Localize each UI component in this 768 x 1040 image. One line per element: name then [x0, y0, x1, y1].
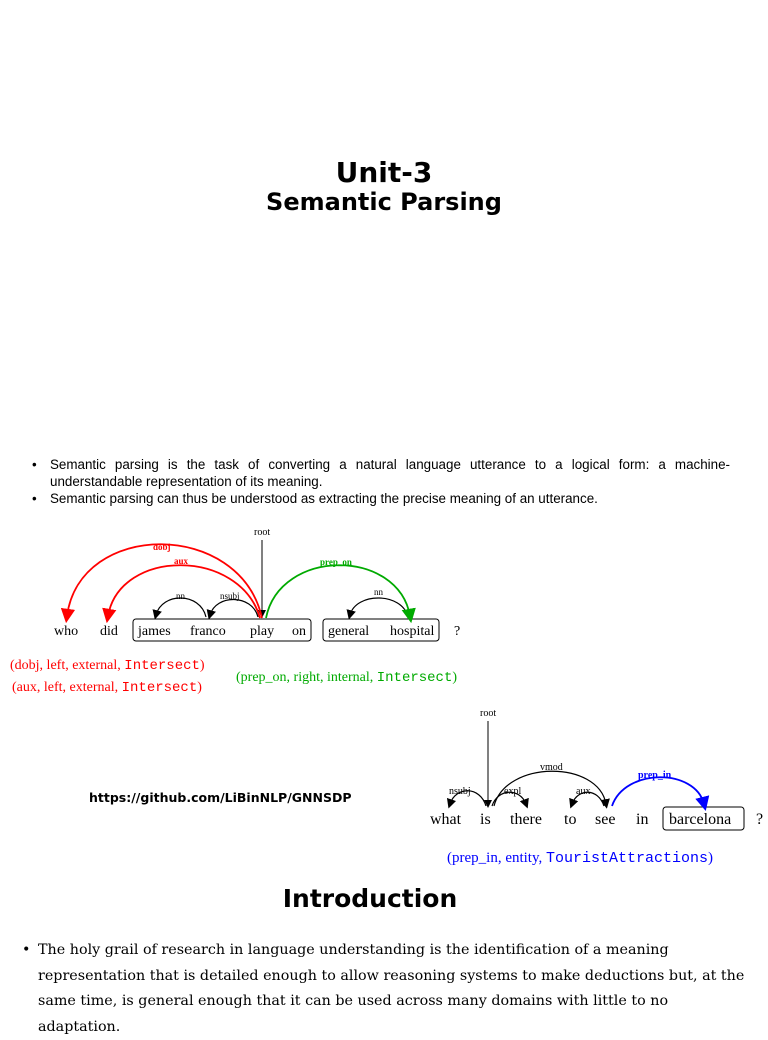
- arc-label-dobj: dobj: [153, 542, 171, 552]
- arc-label-vmod: vmod: [540, 762, 563, 773]
- arc-label-nsubj-2: nsubj: [449, 786, 471, 797]
- arc-prep-in: [612, 777, 704, 806]
- page-title: Unit-3: [335, 156, 433, 189]
- word-token: barcelona: [669, 811, 732, 828]
- arc-nsubj: [210, 599, 258, 617]
- word-token: general: [328, 624, 370, 639]
- arc-label-nsubj: nsubj: [220, 591, 240, 601]
- word-token: hospital: [390, 624, 435, 639]
- word-token: ?: [756, 811, 764, 828]
- word-token: there: [510, 811, 542, 828]
- section-title: Introduction: [282, 884, 458, 913]
- annotation-dobj: (dobj, left, external, Intersect): [10, 658, 205, 674]
- page-subtitle: Semantic Parsing: [266, 188, 502, 216]
- word-token: who: [54, 624, 79, 639]
- annotation-prep-on: (prep_on, right, internal, Intersect): [236, 670, 458, 686]
- word-token: franco: [190, 624, 226, 639]
- arc-label-aux: aux: [174, 556, 189, 566]
- word-token: did: [100, 624, 118, 639]
- github-link[interactable]: https://github.com/LiBinNLP/GNNSDP: [89, 790, 352, 805]
- bullet-item: • Semantic parsing is the task of converting a natural language utterance to a logical form: a machine-understandable representation of its meaning.: [30, 456, 730, 490]
- word-token: ?: [454, 624, 461, 639]
- word-token: in: [636, 811, 649, 828]
- arc-label-expl: expl: [504, 786, 522, 797]
- word-token: play: [250, 624, 275, 639]
- arc-prep-on: [266, 565, 410, 618]
- bullet-item: • Semantic parsing can thus be understood as extracting the precise meaning of an utterance.: [30, 490, 730, 507]
- root-label: root: [254, 527, 271, 538]
- annotation-prep-in: (prep_in, entity, TouristAttractions): [447, 850, 714, 867]
- annotation-aux: (aux, left, external, Intersect): [12, 680, 202, 696]
- word-token: on: [292, 624, 306, 639]
- arc-label-nn-2: nn: [374, 587, 383, 597]
- arc-label-aux-2: aux: [576, 786, 591, 797]
- word-token: what: [430, 811, 462, 828]
- arc-nn-2: [350, 598, 408, 617]
- root-label-2: root: [480, 708, 497, 719]
- word-token: james: [138, 624, 171, 639]
- arc-label-prep-in: prep_in: [638, 770, 672, 781]
- arc-label-prep-on: prep_on: [320, 557, 352, 567]
- word-token: see: [595, 811, 616, 828]
- bullet-item: • The holy grail of research in language understanding is the identification of a meaning representation that is detailed enough to allow reasoning systems to make deductions but, at the same time, is general enough that it can be used across many domains with little to no adaptation.: [22, 938, 746, 1040]
- introduction-bullet-list: [22, 938, 746, 1040]
- word-token: is: [480, 811, 491, 828]
- word-token: to: [564, 811, 577, 828]
- arc-label-nn: nn: [176, 591, 185, 601]
